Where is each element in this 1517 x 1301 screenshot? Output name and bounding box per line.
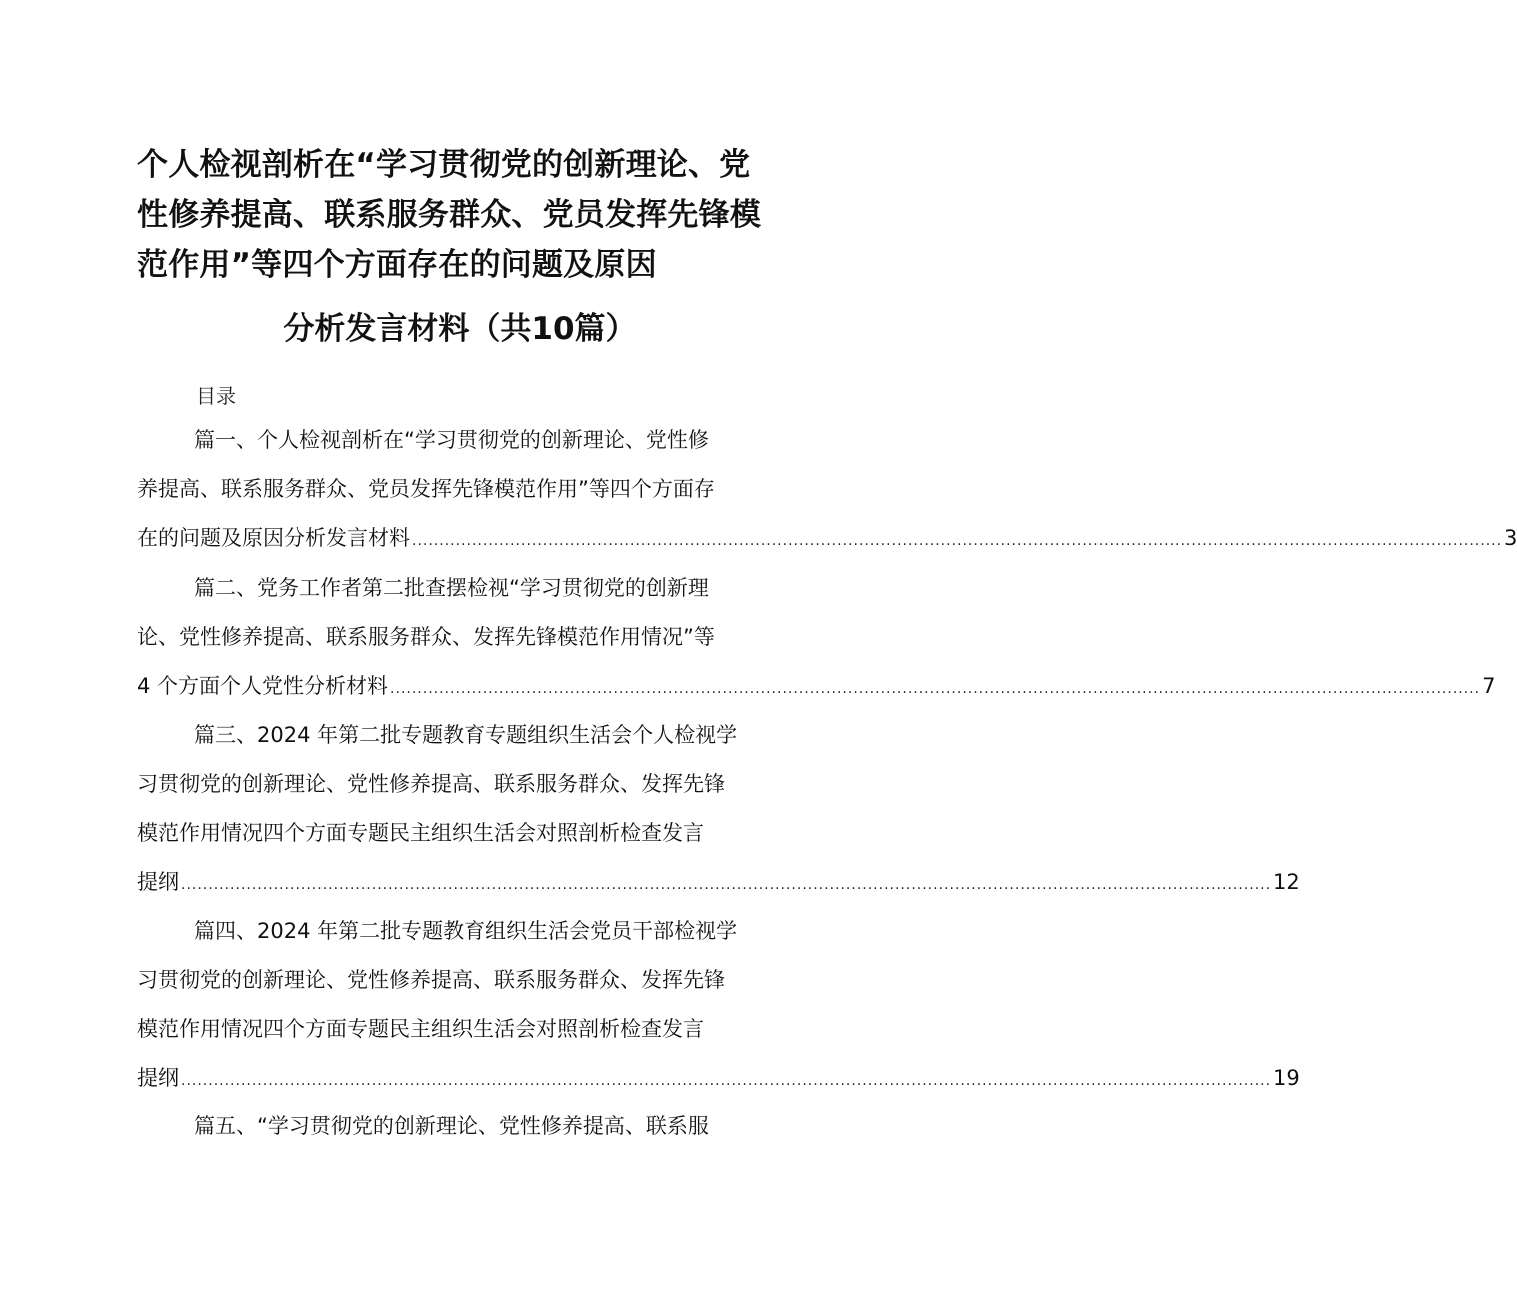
toc-entry-3[interactable] <box>137 711 1300 907</box>
toc-entry-text: 提纲 <box>137 1066 179 1090</box>
toc-entry-4[interactable] <box>137 907 1300 1103</box>
toc-entry-line: 习贯彻党的创新理论、党性修养提高、联系服务群众、发挥先锋 <box>137 772 725 796</box>
toc-entry-line: 篇三、2024 年第二批专题教育专题组织生活会个人检视学 <box>194 723 738 747</box>
toc-entry-line: 模范作用情况四个方面专题民主组织生活会对照剖析检查发言 <box>137 821 704 845</box>
toc-page-number: 7 <box>1482 674 1496 698</box>
document-title <box>137 140 787 290</box>
toc-entry-line: 篇四、2024 年第二批专题教育组织生活会党员干部检视学 <box>194 919 738 943</box>
dot-leader: ........................................................................................................................................................................................................ <box>412 533 1503 549</box>
toc-entry-1[interactable] <box>137 416 1517 563</box>
toc-entry-last-line <box>137 858 1300 907</box>
toc-page-number: 19 <box>1273 1066 1300 1090</box>
toc-entry-last-line <box>137 662 1496 711</box>
toc-entry-text: 在的问题及原因分析发言材料 <box>137 526 410 550</box>
toc-entry-text: 提纲 <box>137 870 179 894</box>
title-line-3: 范作用”等四个方面存在的问题及原因 <box>137 247 657 283</box>
toc-entry-2[interactable] <box>137 564 1496 711</box>
toc-heading: 目录 <box>196 384 236 408</box>
dot-leader: ........................................................................................................................................................................................................ <box>181 1073 1272 1089</box>
toc-entry-line: 篇二、党务工作者第二批查摆检视“学习贯彻党的创新理 <box>194 576 709 600</box>
dot-leader: ........................................................................................................................................................................................................ <box>390 681 1481 697</box>
toc-entry-line: 养提高、联系服务群众、党员发挥先锋模范作用”等四个方面存 <box>137 477 715 501</box>
toc-entry-line: 论、党性修养提高、联系服务群众、发挥先锋模范作用情况”等 <box>137 625 715 649</box>
toc-entry-text: 4 个方面个人党性分析材料 <box>137 674 389 698</box>
toc-entry-5[interactable] <box>137 1102 787 1151</box>
toc-entry-line: 习贯彻党的创新理论、党性修养提高、联系服务群众、发挥先锋 <box>137 968 725 992</box>
title-line-2: 性修养提高、联系服务群众、党员发挥先锋模 <box>137 197 761 233</box>
dot-leader: ........................................................................................................................................................................................................ <box>181 877 1272 893</box>
toc-entry-line: 篇一、个人检视剖析在“学习贯彻党的创新理论、党性修 <box>194 428 709 452</box>
title-line-1: 个人检视剖析在“学习贯彻党的创新理论、党 <box>137 147 751 183</box>
toc-entry-last-line <box>137 514 1517 563</box>
toc-page-number: 3 <box>1504 526 1517 550</box>
toc-entry-line: 篇五、“学习贯彻党的创新理论、党性修养提高、联系服 <box>194 1114 709 1138</box>
toc-entry-last-line <box>137 1054 1300 1103</box>
document-subtitle: 分析发言材料（共10篇） <box>283 311 637 347</box>
toc-entry-line: 模范作用情况四个方面专题民主组织生活会对照剖析检查发言 <box>137 1017 704 1041</box>
toc-page-number: 12 <box>1273 870 1300 894</box>
